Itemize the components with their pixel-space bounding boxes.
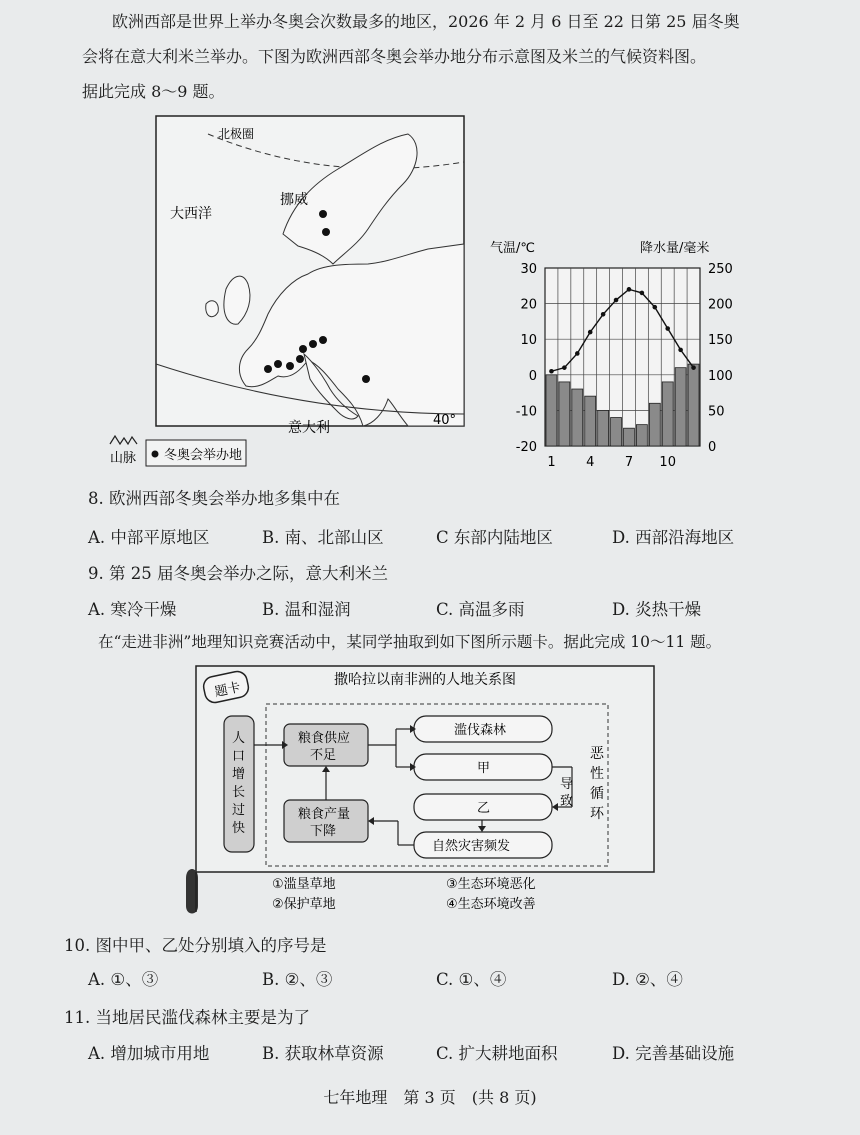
x-tick: 7 xyxy=(624,455,634,470)
left-tick: -20 xyxy=(515,440,537,455)
page-footer: 七年地理 第 3 页 (共 8 页) xyxy=(323,1088,537,1107)
lead-label: 导致 xyxy=(560,777,574,809)
card-option-4: ④生态环境改善 xyxy=(446,897,536,912)
left-tick: 30 xyxy=(520,262,537,277)
precip-bar-1 xyxy=(546,375,557,446)
q8-option-d[interactable]: D. 西部沿海地区 xyxy=(612,528,735,547)
precip-bar-7 xyxy=(624,428,635,446)
yi-box: 乙 xyxy=(477,801,491,816)
q9-stem: 9. 第 25 届冬奥会举办之际，意大利米兰 xyxy=(88,564,388,583)
milan-climate-chart xyxy=(490,236,733,476)
precip-bar-3 xyxy=(572,389,583,446)
temp-point-5 xyxy=(601,312,606,317)
temp-point-2 xyxy=(562,365,567,370)
norway-label: 挪威 xyxy=(280,192,308,208)
precip-bar-2 xyxy=(559,382,570,446)
x-tick: 4 xyxy=(586,455,595,470)
left-tick: 0 xyxy=(528,368,537,384)
food-supply-line1: 粮食供应 xyxy=(298,731,351,746)
temp-point-9 xyxy=(652,305,657,310)
precip-bar-9 xyxy=(649,403,660,446)
precip-bar-10 xyxy=(662,382,673,446)
q8-option-b[interactable]: B. 南、北部山区 xyxy=(262,528,384,547)
precip-bar-6 xyxy=(611,418,622,446)
q10-option-b[interactable]: B. ②、③ xyxy=(262,970,333,989)
q8-option-a[interactable]: A. 中部平原地区 xyxy=(88,528,210,547)
cycle-label: 恶性循环 xyxy=(590,746,604,822)
x-tick: 10 xyxy=(659,455,676,470)
jia-box: 甲 xyxy=(477,761,491,776)
europe-map xyxy=(108,114,468,470)
temp-point-11 xyxy=(678,348,683,353)
atlantic-label: 大西洋 xyxy=(170,206,212,222)
right-tick: 100 xyxy=(708,368,733,384)
q11-option-b[interactable]: B. 获取林草资源 xyxy=(262,1044,384,1063)
intro-line-3: 据此完成 8～9 题。 xyxy=(82,82,225,101)
population-box: 人口增长过快 xyxy=(232,731,246,836)
card-option-2: ②保护草地 xyxy=(272,897,336,912)
arctic-label: 北极圈 xyxy=(218,127,255,141)
food-production-line1: 粮食产量 xyxy=(298,807,351,822)
temp-point-3 xyxy=(575,351,580,356)
x-tick: 1 xyxy=(547,455,556,470)
q11-option-d[interactable]: D. 完善基础设施 xyxy=(612,1044,735,1063)
right-tick: 250 xyxy=(708,262,733,277)
chart-ylabel-left: 气温/℃ xyxy=(490,241,535,256)
card-title: 撒哈拉以南非洲的人地关系图 xyxy=(334,672,516,688)
q10-option-a[interactable]: A. ①、③ xyxy=(88,970,159,989)
question-card xyxy=(184,660,660,922)
temp-point-12 xyxy=(691,365,696,370)
intro-line-1: 欧洲西部是世界上举办冬奥会次数最多的地区，2026 年 2 月 6 日至 22 日第 25 届冬奥 xyxy=(112,12,740,31)
precip-bar-5 xyxy=(598,410,609,446)
right-tick: 50 xyxy=(708,404,725,420)
right-tick: 200 xyxy=(708,297,733,313)
temp-point-10 xyxy=(665,326,670,331)
q9-option-b[interactable]: B. 温和湿润 xyxy=(262,600,351,619)
right-tick: 150 xyxy=(708,333,733,349)
q9-option-d[interactable]: D. 炎热干燥 xyxy=(612,600,702,619)
left-tick: 10 xyxy=(520,333,537,349)
q10-option-d[interactable]: D. ②、④ xyxy=(612,970,683,989)
italy-label: 意大利 xyxy=(288,420,330,436)
left-tick: -10 xyxy=(515,404,537,420)
q9-option-c[interactable]: C. 高温多雨 xyxy=(436,600,525,619)
q10-stem: 10. 图中甲、乙处分别填入的序号是 xyxy=(64,936,327,955)
precip-bar-4 xyxy=(585,396,596,446)
q11-option-a[interactable]: A. 增加城市用地 xyxy=(88,1044,210,1063)
card-option-1: ①滥垦草地 xyxy=(272,877,336,892)
q11-option-c[interactable]: C. 扩大耕地面积 xyxy=(436,1044,558,1063)
precip-bar-12 xyxy=(688,364,699,446)
q11-stem: 11. 当地居民滥伐森林主要是为了 xyxy=(64,1008,310,1027)
venue-dot-icon xyxy=(152,451,159,458)
latitude-label: 40° xyxy=(433,413,457,428)
intro-line-2: 会将在意大利米兰举办。下图为欧洲西部冬奥会举办地分布示意图及米兰的气候资料图。 xyxy=(82,47,707,66)
precip-bar-8 xyxy=(636,425,647,446)
q8-stem: 8. 欧洲西部冬奥会举办地多集中在 xyxy=(88,489,340,508)
temp-point-8 xyxy=(640,291,645,296)
disaster-box: 自然灾害频发 xyxy=(432,839,511,854)
temp-point-6 xyxy=(614,298,619,303)
card-option-3: ③生态环境恶化 xyxy=(446,877,536,892)
temp-point-4 xyxy=(588,330,593,335)
right-tick: 0 xyxy=(708,440,717,455)
chart-ylabel-right: 降水量/毫米 xyxy=(640,241,710,256)
q9-option-a[interactable]: A. 寒冷干燥 xyxy=(88,600,177,619)
temp-point-7 xyxy=(627,287,632,292)
deforest-box: 滥伐森林 xyxy=(454,723,507,738)
legend-venue: 冬奥会举办地 xyxy=(164,448,243,463)
legend-mountain: 山脉 xyxy=(110,451,137,466)
food-production-line2: 下降 xyxy=(310,824,337,839)
q8-option-c[interactable]: C 东部内陆地区 xyxy=(436,528,553,547)
precip-bar-11 xyxy=(675,368,686,446)
intro-2: 在“走进非洲”地理知识竞赛活动中，某同学抽取到如下图所示题卡。据此完成 10～11 题。 xyxy=(98,633,722,651)
card-tag: 题卡 xyxy=(213,680,242,701)
left-tick: 20 xyxy=(520,297,537,313)
mountain-icon xyxy=(110,436,137,444)
q10-option-c[interactable]: C. ①、④ xyxy=(436,970,507,989)
temp-point-1 xyxy=(549,369,554,374)
food-supply-line2: 不足 xyxy=(310,748,337,763)
